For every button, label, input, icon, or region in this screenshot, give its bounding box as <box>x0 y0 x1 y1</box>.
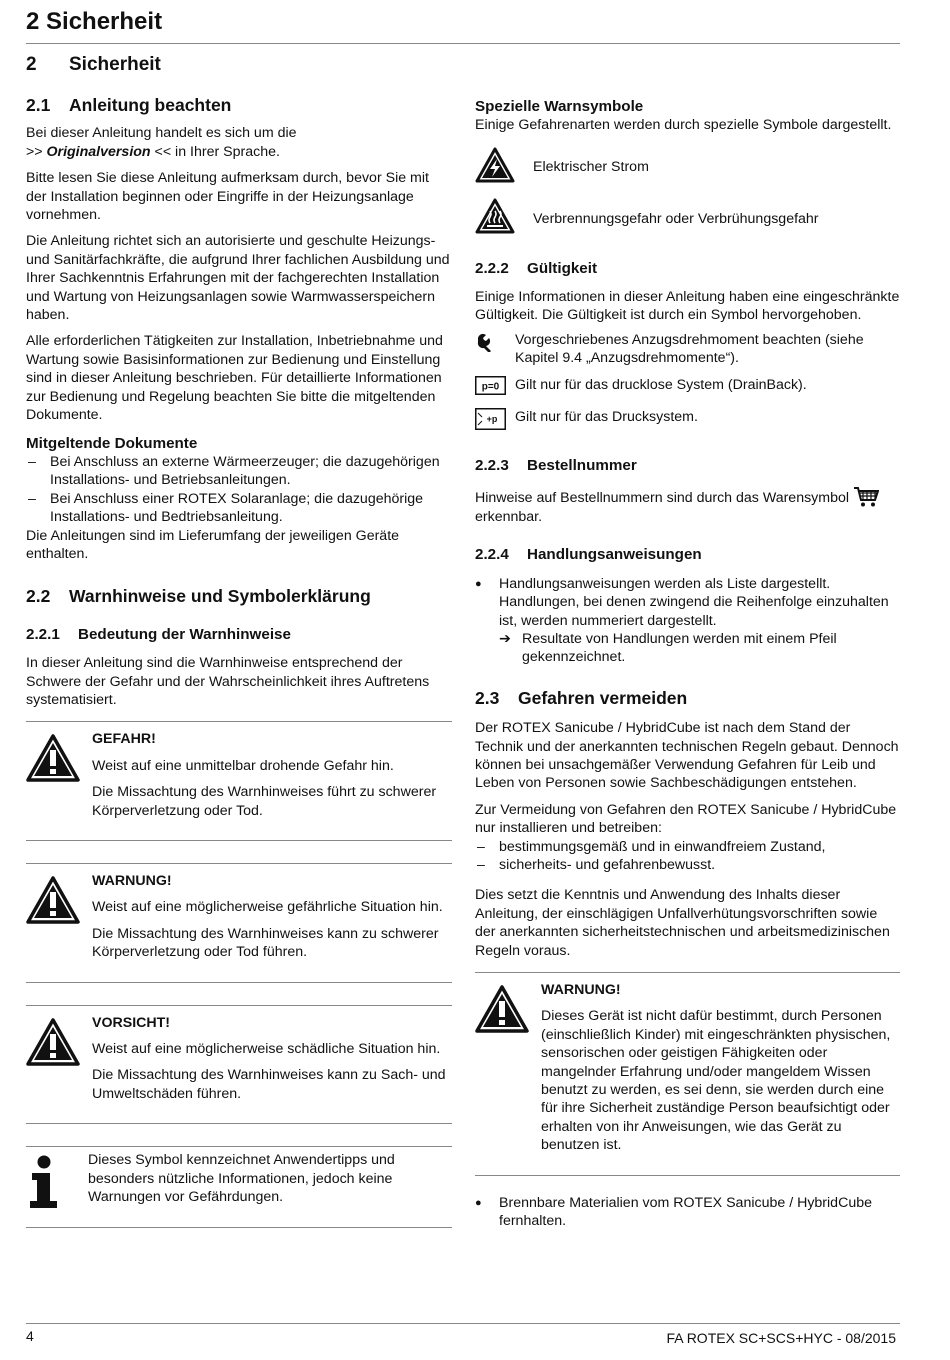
section-title: Gefahren vermeiden <box>518 687 688 708</box>
running-header: 2 Sicherheit <box>26 8 163 35</box>
warning-triangle-icon <box>26 1018 80 1066</box>
paragraph: Einige Informationen in dieser Anleitung haben eine eingeschränkte Gültigkeit. Die Gültigkeit ist durch ein Symbol hervorgehoben. <box>475 289 900 324</box>
validity-row <box>475 331 900 368</box>
text: erkennbar. <box>475 508 543 525</box>
info-icon <box>26 1155 62 1209</box>
list-item: – sicherheits- und gefahrenbewusst. <box>475 856 900 874</box>
result-item <box>499 630 900 667</box>
symbol-label: Elektrischer Strom <box>533 159 649 176</box>
paragraph: Der ROTEX Sanicube / HybridCube ist nach dem Stand der Technik und der anerkannten technischen Regeln gebaut. Dennoch können bei unsachgemäßer Verwendung Gefahren für Leib und Leben von Personen sowie Sachbeschädigungen entstehen. <box>475 720 899 792</box>
warning-consequence: Die Missachtung des Warnhinweises kann zu schwerer Körperverletzung oder Tod führen. <box>92 925 439 961</box>
section-2-3-heading <box>475 689 900 707</box>
caution-box <box>26 1005 452 1125</box>
hot-surface-icon <box>475 198 515 234</box>
section-title: Bedeutung der Warnhinweise <box>78 625 291 643</box>
paragraph: Die Anleitungen sind im Lieferumfang der jeweiligen Geräte enthalten. <box>26 527 400 562</box>
special-symbols-heading: Spezielle Warnsymbole <box>475 98 644 115</box>
right-column <box>475 96 900 1230</box>
paragraph: In dieser Anleitung sind die Warnhinweise entsprechend der Schwere der Gefahr und der Wahrscheinlichkeit ihres Auftretens systematisiert. <box>26 655 430 708</box>
section-title: Handlungsanweisungen <box>527 546 702 564</box>
arrow-icon: ➔ <box>499 630 511 647</box>
list-item: – Bei Anschluss einer ROTEX Solaranlage; die dazugehörige Installations- und Bedtriebsanleitung. <box>26 490 452 527</box>
chapter-title <box>26 54 161 76</box>
validity-row <box>475 408 900 435</box>
symbol-label: Verbrennungsgefahr oder Verbrühungsgefahr <box>533 210 819 227</box>
document-id: FA ROTEX SC+SCS+HYC - 08/2015 <box>666 1330 896 1346</box>
list-item: – Bei Anschluss an externe Wärmeerzeuger; die dazugehörigen Installations- und Betriebsanleitungen. <box>26 453 452 490</box>
info-box <box>26 1146 452 1227</box>
paragraph: Dies setzt die Kenntnis und Anwendung des Inhalts dieser Anleitung, der einschlägigen Unfallverhütungsvorschriften sowie der anerkannten sicherheitstechnischen und arbeitsmedizinischen Regeln voraus. <box>475 887 890 959</box>
section-title: Warnhinweise und Symbolerklärung <box>69 586 371 607</box>
symbol-row <box>475 147 900 188</box>
warning-triangle-icon <box>26 734 80 782</box>
electric-hazard-icon <box>475 147 515 183</box>
result-text: Resultate von Handlungen werden mit einem Pfeil gekennzeichnet. <box>522 630 837 666</box>
warning-title: VORSICHT! <box>92 1014 171 1031</box>
warning-text: Weist auf eine unmittelbar drohende Gefahr hin. <box>92 757 394 774</box>
pressure-system-icon <box>475 408 506 430</box>
validity-text: Gilt nur für das Drucksystem. <box>515 409 698 426</box>
left-column <box>26 96 452 1228</box>
cart-icon <box>853 486 879 508</box>
section-title: Bestellnummer <box>527 457 637 475</box>
danger-box <box>26 721 452 841</box>
torque-wrench-icon <box>475 332 497 352</box>
pressure-icon-label: +p <box>486 414 498 425</box>
warning-consequence: Die Missachtung des Warnhinweises kann zu Sach- und Umweltschäden führen. <box>92 1067 446 1102</box>
section-number: 2.2.2 <box>475 259 509 277</box>
section-number: 2.2 <box>26 586 51 607</box>
section-number: 2.2.1 <box>26 625 60 643</box>
related-documents-heading: Mitgeltende Dokumente <box>26 434 198 452</box>
list-item: ● Brennbare Materialien vom ROTEX Sanicube / HybridCube fernhalten. <box>475 1194 900 1231</box>
drainback-icon <box>475 376 506 395</box>
validity-text: Vorgeschriebenes Anzugsdrehmoment beachten (siehe Kapitel 9.4 „Anzugsdrehmomente“). <box>515 331 864 367</box>
info-text: Dieses Symbol kennzeichnet Anwendertipps und besonders nützliche Informationen, jedoch keine Warnungen vor Gefährdungen. <box>88 1152 395 1206</box>
text: >> <box>26 143 47 160</box>
paragraph: Alle erforderlichen Tätigkeiten zur Installation, Inbetriebnahme und Wartung sowie Basisinformationen zur Bedienung und Einstellung sind in dieser Anleitung beschrieben. Für detaillierte Informationen zur Bedienung und Regelung beachten Sie bitte die mitgeltenden Dokumente. <box>26 333 443 424</box>
paragraph <box>26 124 452 161</box>
paragraph: Bitte lesen Sie diese Anleitung aufmerksam durch, bevor Sie mit der Installation beginnen oder Eingriffe in der Heizungsanlage vornehmen. <box>26 170 429 224</box>
paragraph: Die Anleitung richtet sich an autorisierte und geschulte Heizungs- und Sanitärfachkräfte, die aufgrund Ihrer fachlichen Ausbildung und Ihrer Sachkenntnis Erfahrungen mit der fachgerechten Installation und Wartung von Heizungsanlagen sowie Warmwasserspeichern haben. <box>26 233 450 324</box>
warning-text: Weist auf eine möglicherweise schädliche Situation hin. <box>92 1041 441 1058</box>
text: << in Ihrer Sprache. <box>150 143 280 160</box>
paragraph <box>475 486 900 526</box>
warning-consequence: Die Missachtung des Warnhinweises führt zu schwerer Körperverletzung oder Tod. <box>92 784 437 819</box>
paragraph: Einige Gefahrenarten werden durch spezielle Symbole dargestellt. <box>475 117 892 134</box>
warning-triangle-icon <box>26 876 80 924</box>
symbol-row <box>475 198 900 239</box>
list-item: – bestimmungsgemäß und in einwandfreiem Zustand, <box>475 838 900 856</box>
warning-title: WARNUNG! <box>541 982 621 998</box>
original-version-emphasis: Originalversion <box>46 143 151 160</box>
instructions-list <box>475 575 900 630</box>
section-2-2-heading <box>26 587 452 605</box>
drainback-icon-label: p=0 <box>481 381 500 393</box>
warning-box <box>26 863 452 983</box>
header-rule <box>26 43 900 44</box>
warning-text: Dieses Gerät ist nicht dafür bestimmt, durch Personen (einschließlich Kinder) mit eingeschränkten physischen, sensorischen oder geistigen Fähigkeiten oder mangelnder Erfahrung und/oder mangeldem Wissen benutzt zu werden, es sei denn, sie werden durch eine für ihre Sicherheit zuständige Person beaufsichtigt oder erhalten von ihr Anweisungen, wie das Gerät zu benutzen ist. <box>541 1008 891 1154</box>
operation-conditions-list <box>475 838 900 875</box>
section-title: Gültigkeit <box>527 259 598 277</box>
chapter-number: 2 <box>26 54 37 75</box>
section-2-2-4-heading <box>475 546 900 564</box>
page-number: 4 <box>26 1328 34 1344</box>
section-number: 2.3 <box>475 687 500 708</box>
warning-triangle-icon <box>475 985 529 1033</box>
chapter-title-text: Sicherheit <box>69 54 161 75</box>
section-number: 2.2.3 <box>475 457 509 475</box>
section-number: 2.2.4 <box>475 546 509 564</box>
section-title: Anleitung beachten <box>69 95 232 115</box>
warning-title: GEFAHR! <box>92 731 156 748</box>
warning-title: WARNUNG! <box>92 873 172 889</box>
footer-rule <box>26 1323 900 1324</box>
warning-text: Weist auf eine möglicherweise gefährliche Situation hin. <box>92 899 443 916</box>
text: Bei dieser Anleitung handelt es sich um die <box>26 125 297 142</box>
section-2-2-2-heading <box>475 260 900 278</box>
related-documents-list <box>26 453 452 527</box>
list-item: ● Handlungsanweisungen werden als Liste dargestellt. Handlungen, bei denen zwingend die Reihenfolge einzuhalten ist, werden nummeriert dargestellt. <box>475 575 900 630</box>
section-number: 2.1 <box>26 95 51 115</box>
warning-box <box>475 972 900 1176</box>
section-2-1-heading <box>26 96 452 114</box>
validity-text: Gilt nur für das drucklose System (DrainBack). <box>515 376 807 393</box>
validity-row <box>475 376 900 400</box>
section-2-2-3-heading <box>475 457 900 475</box>
section-2-2-1-heading <box>26 626 452 644</box>
text: Hinweise auf Bestellnummern sind durch das Warensymbol <box>475 489 850 506</box>
paragraph: Zur Vermeidung von Gefahren den ROTEX Sanicube / HybridCube nur installieren und betreiben: <box>475 801 897 837</box>
safety-bullet-list <box>475 1194 900 1231</box>
